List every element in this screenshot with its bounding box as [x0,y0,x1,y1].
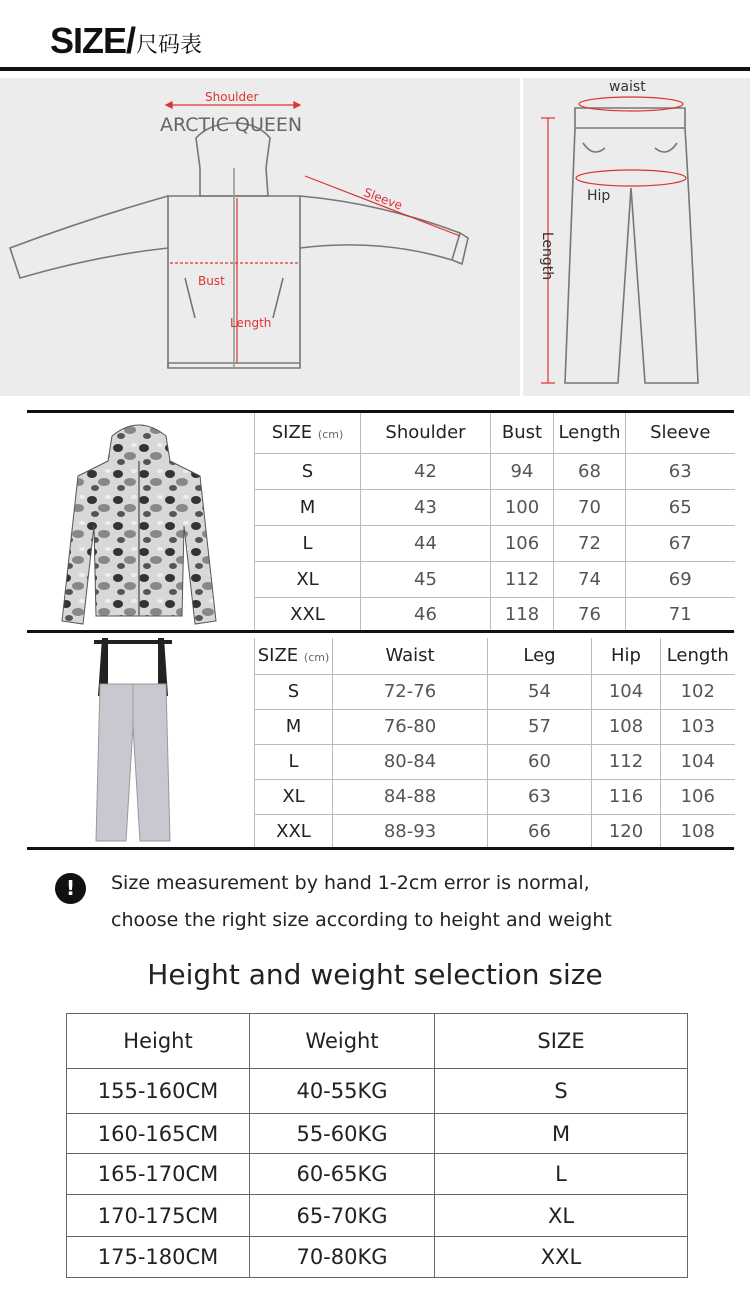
table-cell: S [255,453,361,489]
pants-product-image [88,636,178,846]
sleeve-label: Sleeve [361,185,405,213]
table-cell: 120 [592,814,661,848]
table-cell: 108 [661,814,735,848]
page-title-chinese: 尺码表 [136,33,203,58]
table-cell: 104 [661,744,735,779]
table-cell: 102 [661,674,735,709]
bust-label: Bust [198,274,225,288]
table-cell: 68 [554,453,626,489]
table-row [67,1195,688,1237]
table-row [255,489,735,525]
table-cell: XL [255,779,333,814]
table-row [255,814,735,848]
table-cell: 76 [554,597,626,631]
table-cell: 42 [361,453,491,489]
table-row [255,744,735,779]
table-cell: 63 [626,453,735,489]
table-row [255,674,735,709]
table-cell: XXL [435,1237,688,1278]
table-cell: 103 [661,709,735,744]
header-divider [0,67,750,71]
table-cell: 160-165CM [67,1114,250,1154]
table-cell: S [255,674,333,709]
table-row [67,1114,688,1154]
column-header: Length [554,413,626,453]
table-row [67,1154,688,1195]
table-cell: 63 [488,779,592,814]
column-header: Height [67,1014,250,1069]
table-cell: 74 [554,561,626,597]
table-cell: 69 [626,561,735,597]
table-cell: 44 [361,525,491,561]
table-row [67,1237,688,1278]
note-line-1: Size measurement by hand 1-2cm error is normal, [111,872,590,894]
table-row [255,709,735,744]
table-header-row [255,638,735,674]
pants-table-top-rule [27,630,734,633]
shoulder-label: Shoulder [205,90,259,104]
table-cell: 66 [488,814,592,848]
table-cell: 106 [491,525,554,561]
table-cell: 54 [488,674,592,709]
table-cell: 76-80 [333,709,488,744]
table-cell: 72-76 [333,674,488,709]
table-cell: 55-60KG [250,1114,435,1154]
table-cell: 84-88 [333,779,488,814]
table-cell: XXL [255,597,361,631]
table-header-row [67,1014,688,1069]
brand-logo-text: ARCTIC QUEEN [160,114,303,136]
table-cell: 104 [592,674,661,709]
table-cell: XXL [255,814,333,848]
exclamation-icon: ! [55,873,86,904]
table-row [67,1069,688,1114]
table-row [255,453,735,489]
pants-size-table [254,638,735,849]
column-header: Hip [592,638,661,674]
table-row [255,779,735,814]
table-cell: 45 [361,561,491,597]
height-weight-table [66,1013,688,1278]
pants-table-bottom-rule [27,847,734,850]
table-cell: 60-65KG [250,1154,435,1195]
table-cell: XL [435,1195,688,1237]
column-header: SIZE [435,1014,688,1069]
table-cell: 100 [491,489,554,525]
table-cell: 43 [361,489,491,525]
length-label: Length [230,316,272,330]
table-cell: 112 [592,744,661,779]
table-cell: 46 [361,597,491,631]
table-cell: 175-180CM [67,1237,250,1278]
table-cell: 118 [491,597,554,631]
table-header-row [255,413,735,453]
note-line-2: choose the right size according to height and weight [111,909,612,931]
table-cell: 72 [554,525,626,561]
table-cell: 65 [626,489,735,525]
table-cell: 67 [626,525,735,561]
column-header: Length [661,638,735,674]
table-cell: 57 [488,709,592,744]
table-cell: M [435,1114,688,1154]
pants-length-label: Length [539,231,556,281]
pants-diagram [523,78,750,396]
table-cell: 112 [491,561,554,597]
table-cell: 60 [488,744,592,779]
pants-outline [523,78,750,396]
jacket-product-image [60,416,218,628]
table-cell: 108 [592,709,661,744]
table-cell: 80-84 [333,744,488,779]
column-header: Shoulder [361,413,491,453]
size-column-header: SIZE (cm) [255,638,333,674]
table-cell: XL [255,561,361,597]
table-cell: 40-55KG [250,1069,435,1114]
table-cell: L [255,744,333,779]
table-cell: M [255,709,333,744]
column-header: Leg [488,638,592,674]
table-cell: 106 [661,779,735,814]
jacket-diagram [0,78,520,396]
table-cell: 71 [626,597,735,631]
table-cell: S [435,1069,688,1114]
table-cell: L [255,525,361,561]
column-header: Bust [491,413,554,453]
column-header: Waist [333,638,488,674]
table-cell: 94 [491,453,554,489]
table-cell: 116 [592,779,661,814]
table-cell: L [435,1154,688,1195]
table-cell: 70-80KG [250,1237,435,1278]
table-cell: 155-160CM [67,1069,250,1114]
table-cell: 70 [554,489,626,525]
table-cell: 65-70KG [250,1195,435,1237]
table-cell: M [255,489,361,525]
table-cell: 88-93 [333,814,488,848]
table-cell: 165-170CM [67,1154,250,1195]
table-row [255,561,735,597]
hip-label: Hip [587,188,611,204]
waist-label: waist [609,79,646,95]
page-title: SIZE/ [50,20,136,61]
jacket-size-table [254,413,735,632]
hw-section-title: Height and weight selection size [147,958,603,991]
table-row [255,525,735,561]
size-column-header: SIZE (cm) [255,413,361,453]
column-header: Sleeve [626,413,735,453]
table-cell: 170-175CM [67,1195,250,1237]
table-row [255,597,735,631]
column-header: Weight [250,1014,435,1069]
